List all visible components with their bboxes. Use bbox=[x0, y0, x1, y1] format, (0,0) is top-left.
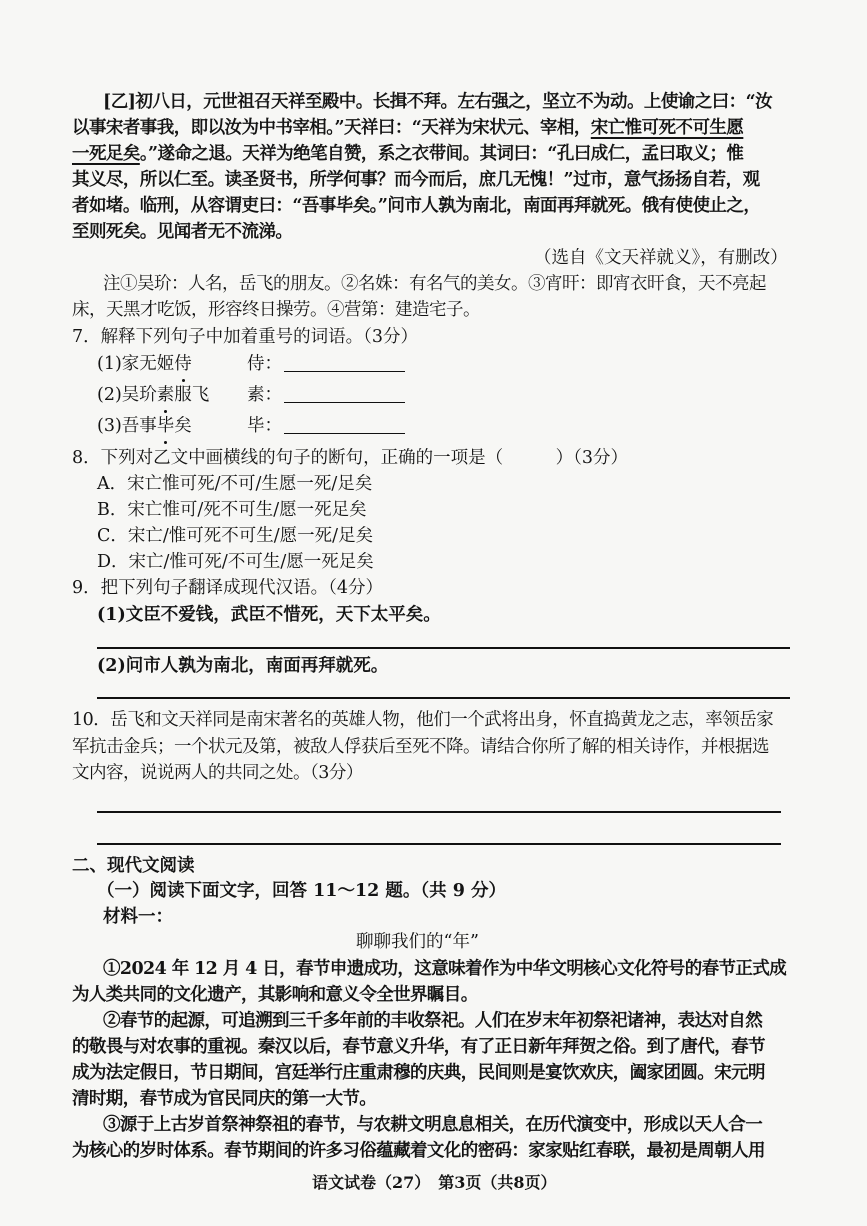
q8-option-d[interactable]: D．宋亡/惟可死/不可生/愿一死足矣 bbox=[97, 552, 374, 572]
underlined-sentence-part2: 一死足矣 bbox=[72, 144, 140, 164]
notes-line-1: 注①吴玠：人名，岳飞的朋友。②名姝：有名气的美女。③宵旰：即宵衣旰食，天不亮起 bbox=[103, 274, 766, 294]
q7-key-3: 毕： bbox=[247, 416, 282, 436]
article-p2-line-4: 清时期，春节成为官民同庆的第一大节。 bbox=[72, 1089, 377, 1109]
q10-answer-line-1[interactable] bbox=[97, 811, 781, 813]
q9-stem: 9．把下列句子翻译成现代汉语。（4分） bbox=[72, 578, 384, 598]
emphasis-char: 毕 bbox=[156, 416, 175, 436]
q10-answer-line-2[interactable] bbox=[97, 843, 781, 845]
emphasis-char: 侍 bbox=[174, 354, 192, 374]
article-p3-line-2: 为核心的岁时体系。春节期间的许多习俗蕴藏着文化的密码：家家贴红春联，最初是周朝人用 bbox=[72, 1141, 765, 1161]
passage-line-2: 以事宋者事我，即以汝为中书宰相。”天祥曰：“天祥为宋状元、宰相，宋亡惟可死不可生愿 bbox=[72, 118, 744, 138]
q9-sentence-2: (2)问市人孰为南北，南面再拜就死。 bbox=[97, 656, 389, 676]
section2-title: 二、现代文阅读 bbox=[72, 856, 195, 876]
q8-option-b[interactable]: B．宋亡惟可/死不可生/愿一死足矣 bbox=[97, 500, 367, 520]
q10-line-3: 文内容，说说两人的共同之处。（3分） bbox=[72, 763, 363, 783]
q7-key-2: 素： bbox=[247, 385, 282, 405]
passage-line-5: 者如堵。临刑，从容谓吏曰：“吾事毕矣。”问市人孰为南北，南面再拜就死。俄有使使止之， bbox=[72, 196, 761, 216]
passage-line-3: 一死足矣。”遂命之退。天祥为绝笔自赞，系之衣带间。其词曰：“孔曰成仁，孟曰取义；惟 bbox=[72, 144, 744, 164]
q7-key-1: 侍： bbox=[247, 354, 282, 374]
q9-answer-line-1[interactable] bbox=[97, 647, 790, 649]
article-title: 聊聊我们的“年” bbox=[356, 932, 479, 952]
article-p3-line-1: ③源于上古岁首祭神祭祖的春节，与农耕文明息息相关，在历代演变中，形成以天人合一 bbox=[103, 1115, 763, 1135]
q7-item-3: (3)吾事毕矣 bbox=[97, 416, 192, 436]
q8-option-c[interactable]: C．宋亡/惟可死不可生/愿一死/足矣 bbox=[97, 526, 374, 546]
article-p2-line-3: 成为法定假日，节日期间，宫廷举行庄重肃穆的庆典，民间则是宴饮欢庆，阖家团圆。宋元明 bbox=[72, 1063, 765, 1083]
material-label: 材料一： bbox=[103, 907, 173, 927]
q7-answer-line-2[interactable] bbox=[284, 402, 405, 403]
article-p2-line-1: ②春节的起源，可追溯到三千多年前的丰收祭祀。人们在岁末年初祭祀诸神，表达对自然 bbox=[103, 1011, 763, 1031]
page-footer: 语文试卷（27） 第3页（共8页） bbox=[312, 1173, 557, 1192]
q7-item-2: (2)吴玠素服飞 bbox=[97, 385, 210, 405]
q7-answer-line-1[interactable] bbox=[284, 371, 405, 372]
q7-item-1: (1)家无姬侍 bbox=[97, 354, 192, 374]
passage-line-6: 至则死矣。见闻者无不流涕。 bbox=[72, 222, 293, 242]
article-p1-line-2: 为人类共同的文化遗产，其影响和意义令全世界瞩目。 bbox=[72, 985, 478, 1005]
passage-line-1: [乙]初八日，元世祖召天祥至殿中。长揖不拜。左右强之，坚立不为动。上使谕之曰：“汝 bbox=[103, 92, 773, 112]
notes-line-2: 床，天黑才吃饭，形容终日操劳。④营第：建造宅子。 bbox=[72, 300, 480, 320]
q10-line-1: 10．岳飞和文天祥同是南宋著名的英雄人物，他们一个武将出身，怀直捣黄龙之志，率领岳家 bbox=[72, 710, 774, 730]
underlined-sentence-part1: 宋亡惟可死不可生愿 bbox=[590, 118, 744, 138]
article-p1-line-1: ①2024 年 12 月 4 日，春节申遗成功，这意味着作为中华文明核心文化符号的春节正式成 bbox=[103, 959, 787, 979]
section2-subtitle: （一）阅读下面文字，回答 11～12 题。（共 9 分） bbox=[97, 881, 507, 901]
emphasis-char: 素 bbox=[156, 385, 175, 405]
q9-sentence-1: (1)文臣不爱钱，武臣不惜死，天下太平矣。 bbox=[97, 605, 441, 625]
q7-answer-line-3[interactable] bbox=[284, 433, 405, 434]
q8-option-a[interactable]: A．宋亡惟可死/不可/生愿一死/足矣 bbox=[97, 474, 373, 494]
passage-line-4: 其义尽，所以仁至。读圣贤书，所学何事？而今而后，庶几无愧！”过市，意气扬扬自若，观 bbox=[72, 170, 760, 190]
article-p2-line-2: 的敬畏与对农事的重视。秦汉以后，春节意义升华，有了正日新年拜贺之俗。到了唐代，春节 bbox=[72, 1037, 765, 1057]
passage-source: （选自《文天祥就义》，有删改） bbox=[534, 248, 788, 268]
q8-stem: 8．下列对乙文中画横线的句子的断句，正确的一项是（ ）（3分） bbox=[72, 448, 629, 468]
q10-line-2: 军抗击金兵；一个状元及第，被敌人俘获后至死不降。请结合你所了解的相关诗作，并根据选 bbox=[72, 737, 769, 757]
q7-stem: 7．解释下列句子中加着重号的词语。（3分） bbox=[72, 327, 419, 347]
q9-answer-line-2[interactable] bbox=[97, 697, 790, 699]
